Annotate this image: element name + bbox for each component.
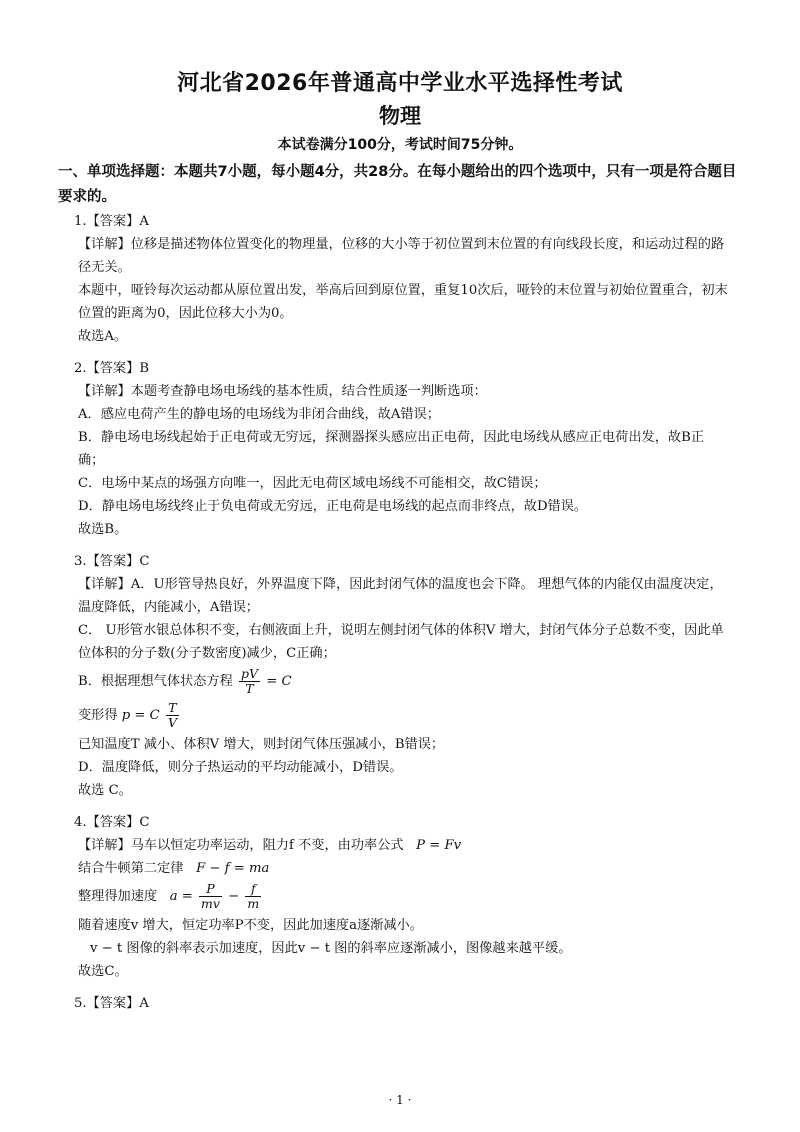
question-3-line: 已知温度T 减小、体积V 增大，则封闭气体压强减小，B错误； [78,737,445,752]
question-1 [74,210,728,348]
subject-title: 物理 [379,104,421,128]
question-1-line: 【详解】位移是描述物体位置变化的物理量，位移的大小等于初位置到末位置的有向线段长度，和运动过程的路径无关。 [78,237,725,275]
formula-label: 结合牛顿第二定律 [78,861,184,876]
fraction-numerator: f [245,882,261,897]
formula-label: 整理得加速度 [78,889,158,904]
formula-label: 变形得 [78,708,118,723]
question-3-line: C． U形管水银总体积不变，右侧液面上升，说明左侧封闭气体的体积V 增大，封闭气体分子总数不变，因此单位体积的分子数(分子数密度)减少，C正确； [78,623,724,661]
exam-title: 河北省2026年普通高中学业水平选择性考试 [177,71,623,96]
question-2-line: 【详解】本题考查静电场电场线的基本性质，结合性质逐一判断选项： [78,384,487,399]
question-3-line: 【详解】A．U形管导热良好，外界温度下降，因此封闭气体的温度也会下降。 理想气体的内能仅由温度决定，温度降低，内能减小，A错误； [78,577,723,615]
power-formula: P = Fv [416,838,462,853]
question-4-line: v − t 图像的斜率表示加速度，因此v − t 图的斜率应逐渐减小，图像越来越平缓。 [90,941,572,956]
question-4-formula-line [78,880,728,914]
question-1-line: 故选A。 [78,329,128,344]
answer-content [74,210,728,1015]
formula-lhs: p = C [121,708,160,723]
fraction-numerator: P [199,882,222,897]
question-2-line: 故选B。 [78,522,128,537]
fraction [199,882,222,911]
fraction-denominator: T [245,681,254,696]
exam-info: 本试卷满分100分，考试时间75分钟。 [277,137,523,153]
question-3-formula-line [78,665,728,699]
fraction-denominator: m [247,896,260,911]
question-2-line: C．电场中某点的场强方向唯一，因此无电荷区域电场线不可能相交，故C错误； [78,476,547,491]
question-1-answer: 1.【答案】A [74,214,149,229]
page-number: · 1 · [388,1093,412,1107]
question-5 [74,992,728,1015]
question-4-line: 随着速度v 增大，恒定功率P不变，因此加速度a逐渐减小。 [78,918,423,933]
question-3-line: 故选 C。 [78,783,132,798]
fraction [245,882,261,911]
question-4-line: 故选C。 [78,964,128,979]
fraction-numerator: T [166,701,179,716]
minus-sign: − [228,889,240,904]
question-4 [74,811,728,983]
fraction [166,701,179,730]
fraction-denominator: mv [201,896,220,911]
question-2-answer: 2.【答案】B [74,361,150,376]
fraction [239,667,260,696]
question-3-line: D．温度降低，则分子热运动的平均动能减小，D错误。 [78,760,403,775]
fraction-numerator: pV [240,666,258,681]
question-2-line: D．静电场电场线终止于负电荷或无穷远，正电荷是电场线的起点而非终点，故D错误。 [78,499,588,514]
question-4-line [78,857,728,880]
fraction-denominator: V [167,715,177,730]
question-2 [74,357,728,541]
formula-lhs: a = [169,889,193,904]
question-4-line [78,834,728,857]
question-5-answer: 5.【答案】A [74,996,149,1011]
question-2-line: A．感应电荷产生的静电场的电场线为非闭合曲线，故A错误； [78,407,440,422]
question-2-line: B．静电场电场线起始于正电荷或无穷远，探测器探头感应出正电荷，因此电场线从感应正电荷出发，故B正确； [78,430,705,468]
newton-formula: F − f = ma [196,861,270,876]
question-1-line: 本题中，哑铃每次运动都从原位置出发，举高后回到原位置，重复10次后，哑铃的末位置与初始位置重合，初末位置的距离为0，因此位移大小为0。 [78,283,728,321]
formula-label: 【详解】马车以恒定功率运动，阻力f 不变，由功率公式 [78,838,404,853]
formula-rhs: = C [266,674,292,689]
question-3-formula-line [78,699,728,733]
question-3-answer: 3.【答案】C [74,554,150,569]
question-4-answer: 4.【答案】C [74,815,150,830]
section-heading: 一、单项选择题：本题共7小题，每小题4分，共28分。在每小题给出的四个选项中，只有一项是符合题目要求的。 [58,164,737,205]
question-3 [74,550,728,802]
formula-label: B．根据理想气体状态方程 [78,674,233,689]
